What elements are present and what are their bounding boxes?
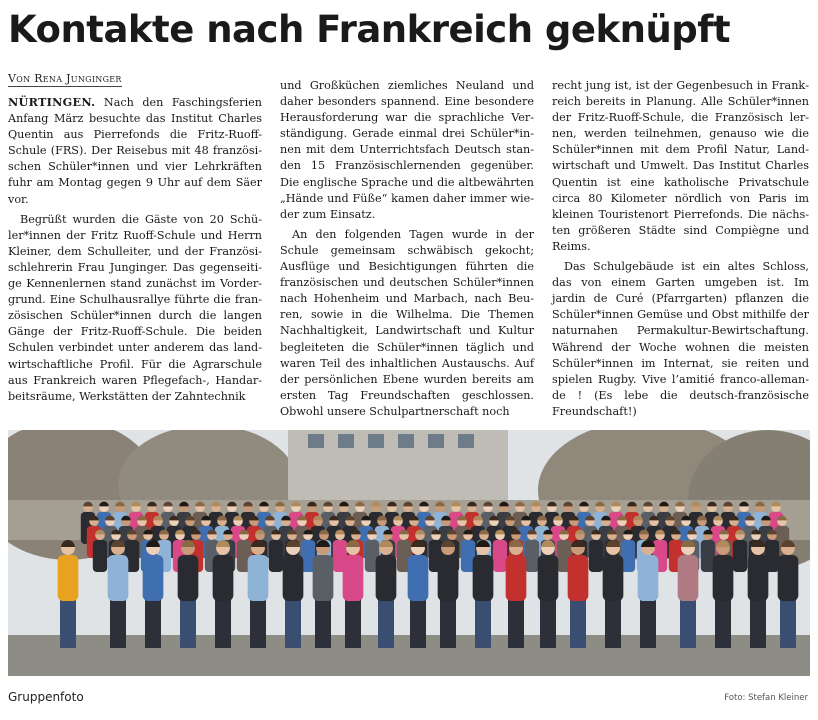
student-legs xyxy=(110,598,126,648)
student-legs xyxy=(540,598,556,648)
article-column-1 xyxy=(8,94,262,409)
article-column-2 xyxy=(280,78,534,424)
student-legs xyxy=(410,598,426,648)
student-legs xyxy=(180,598,196,648)
student-legs xyxy=(508,598,524,648)
paragraph: An den folgenden Tagen wurde in der Schule gemeinsam schwäbisch gekocht; Ausflüge und Besichtigungen führten die französischen und deutschen Schüler*innen nach Hohenheim und Marbach, nach Beuren, sowie in die Wilhelma. Die Themen Nachhaltigkeit, Landwirtschaft und Kultur begleiteten die Schüler*innen täglich und waren Teil des inhaltlichen Austauschs. Auf der persönlichen Ebene wurden bereits am ersten Tag Freundschaften geschlossen. Obwohl unsere Schulpartnerschaft noch xyxy=(280,227,534,418)
paragraph: Begrüßt wurden die Gäste von 20 Schüler*innen der Fritz Ruoff-Schule und Herrn Kleiner, dem Schulleiter, und der Französischlehrerin Frau Junginger. Das gegenseitige Kennenlernen stand zunächst im Vordergrund. Eine Schulhausrallye führte die französischen Schüler*innen durch die langen Gänge der Fritz-Ruoff-Schule. Die beiden Schulen verbindet unter anderem das landwirtschaftliche Profil. Für die Agrarschule aus Frankreich waren Pflegefach-, Handarbeitsräume, Werkstätten der Zahntechnik xyxy=(8,212,262,403)
paragraph: und Großküchen ziemliches Neuland und daher besonders spannend. Eine besondere Herausforderung war die sprachliche Verständigung. Gerade einmal drei Schüler*innen mit dem Unterrichtsfach Deutsch standen 15 Französischlernenden gegenüber. Die englische Sprache und die altbewährten „Hände und Füße“ kamen daher immer wieder zum Einsatz. xyxy=(280,79,534,221)
dateline: NÜRTINGEN. xyxy=(8,95,96,109)
group-photo-illustration xyxy=(8,430,810,676)
student-legs xyxy=(605,598,621,648)
paragraph-text: Nach den Faschingsferien Anfang März besuchte das Institut Charles Quentin aus Pierrefonds die Fritz-Ruoff-Schule (FRS). Der Reisebus mit 48 französischen Schüler*innen und vier Lehrkräften fuhr am Montag gegen 9 Uhr auf dem Säer vor. xyxy=(8,96,262,206)
byline: Von Rena Junginger xyxy=(8,72,122,85)
student-legs xyxy=(440,598,456,648)
article-column-3 xyxy=(552,78,809,424)
student-legs xyxy=(640,598,656,648)
student-legs xyxy=(345,598,361,648)
student-legs xyxy=(475,598,491,648)
student-legs xyxy=(315,598,331,648)
student-legs xyxy=(780,598,796,648)
student-legs xyxy=(60,598,76,648)
student-legs xyxy=(680,598,696,648)
student-legs xyxy=(215,598,231,648)
student-legs xyxy=(378,598,394,648)
student-legs xyxy=(285,598,301,648)
paragraph: Das Schulgebäude ist ein altes Schloss, das von einem Garten umgeben ist. Im jardin de Curé (Pfarrgarten) pflanzen die Schüler*innen Gemüse und Obst mithilfe der naturnahen Permakultur-Bewirtschaftung. Während der Woche wohnen die meisten Schüler*innen im Internat, sie reiten und spielen Rugby. Vive l’amitié franco-allemande ! (Es lebe die deutsch-französische Freundschaft!) xyxy=(552,260,809,418)
photo-credit: Foto: Stefan Kleiner xyxy=(724,693,808,703)
group-photo xyxy=(8,430,810,676)
student-legs xyxy=(715,598,731,648)
student-legs xyxy=(250,598,266,648)
student-legs xyxy=(145,598,161,648)
paragraph xyxy=(8,94,262,208)
photo-caption: Gruppenfoto xyxy=(8,690,84,704)
paragraph: recht jung ist, ist der Gegenbesuch in Frankreich bereits in Planung. Alle Schüler*innen der Fritz-Ruoff-Schule, die Französisch lernen, werden teilnehmen, genauso wie die Schüler*innen mit dem Profil Natur, Landwirtschaft und Umwelt. Das Institut Charles Quentin ist eine katholische Privatschule circa 80 Kilometer nördlich von Paris im kleinen Touristenort Pierrefonds. Die nächsten größeren Städte sind Compiègne und Reims. xyxy=(552,79,809,253)
student-legs xyxy=(750,598,766,648)
student-legs xyxy=(570,598,586,648)
school-building xyxy=(288,430,508,500)
headline: Kontakte nach Frankreich geknüpft xyxy=(8,8,731,51)
